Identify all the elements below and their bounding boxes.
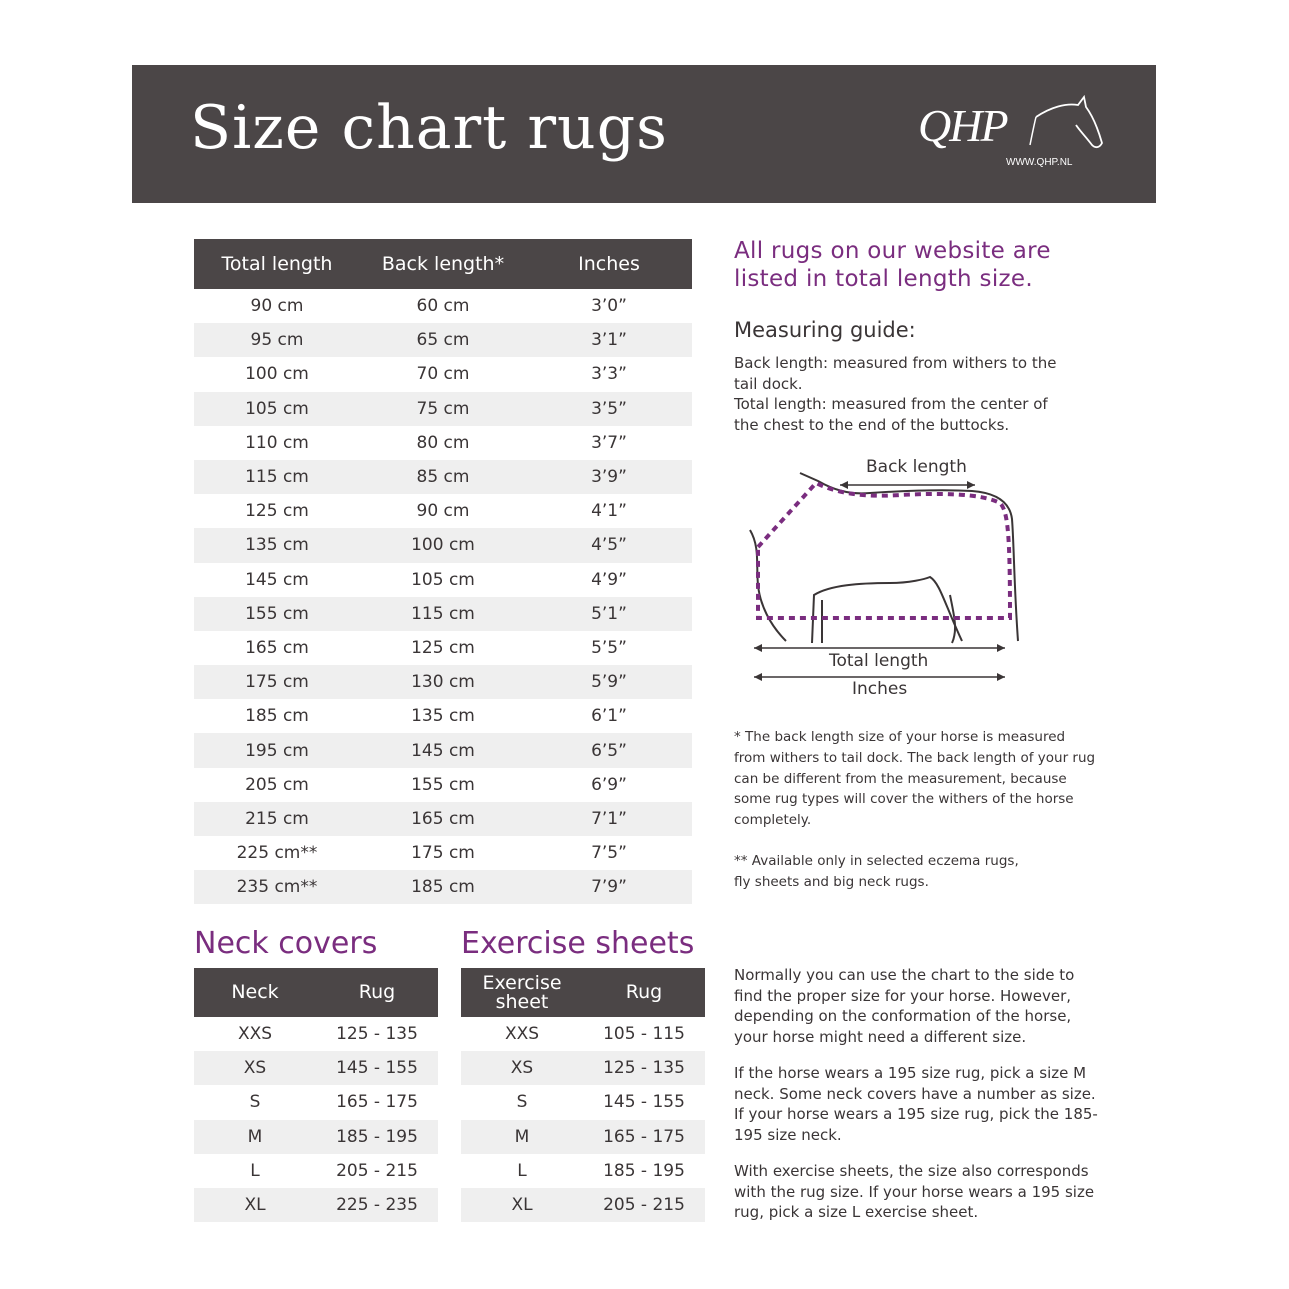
column-header: Back length* <box>360 239 526 289</box>
table-cell: 165 - 175 <box>583 1120 705 1154</box>
table-cell: 225 cm** <box>236 843 318 864</box>
text-line: fly sheets and big neck rugs. <box>734 873 929 890</box>
text-line: Normally you can use the chart to the side to <box>734 966 1075 984</box>
table-cell: 110 cm <box>245 432 309 453</box>
table-cell: 125 cm <box>411 637 475 658</box>
table-cell: XS <box>194 1051 316 1085</box>
table-row <box>461 1051 705 1085</box>
table-cell: 3’3” <box>591 364 627 385</box>
table-cell: 115 cm <box>360 597 526 631</box>
table-cell: 90 cm <box>250 296 304 317</box>
table-cell: 75 cm <box>360 392 526 426</box>
table-cell: 3’7” <box>591 432 627 453</box>
table-cell: 7’9” <box>526 870 692 904</box>
table-cell: 115 cm <box>194 460 360 494</box>
text-line: Total length: measured from the center of <box>734 395 1048 414</box>
table-row <box>194 870 692 904</box>
text-line: some rug types will cover the withers of the horse <box>734 791 1074 808</box>
table-cell: 3’1” <box>526 323 692 357</box>
table-row <box>194 1188 438 1222</box>
table-cell: 165 - 175 <box>336 1092 418 1113</box>
measuring-guide-text <box>734 353 1104 435</box>
table-cell: 7’1” <box>526 802 692 836</box>
text-line: Back length: measured from withers to the <box>734 354 1057 372</box>
table-row <box>194 1051 438 1085</box>
table-cell: 7’5” <box>591 843 627 864</box>
text-line: can be different from the measurement, because <box>734 770 1067 787</box>
text-line: depending on the conformation of the horse, <box>734 1007 1072 1026</box>
table-row <box>194 699 692 733</box>
page-title: Size chart rugs <box>190 93 668 163</box>
text-line: neck. Some neck covers have a number as size. <box>734 1084 1096 1103</box>
table-cell: 100 cm <box>360 528 526 562</box>
text-line: rug, pick a size L exercise sheet. <box>734 1203 979 1222</box>
table-row <box>194 426 692 460</box>
table-cell: 85 cm <box>360 460 526 494</box>
table-cell: M <box>194 1120 316 1154</box>
footnote-back-length <box>734 727 1104 831</box>
table-row <box>194 357 692 391</box>
table-cell: 90 cm <box>416 501 470 522</box>
text-line: the chest to the end of the buttocks. <box>734 415 1010 434</box>
table-cell: 95 cm <box>194 323 360 357</box>
table-cell: 3’5” <box>526 392 692 426</box>
table-row <box>194 631 692 665</box>
text-line: If your horse wears a 195 size rug, pick the 185- <box>734 1105 1098 1124</box>
table-header-row <box>194 968 438 1017</box>
table-cell: 80 cm <box>416 432 470 453</box>
table-row <box>461 1085 705 1119</box>
table-cell: 195 cm <box>194 733 360 767</box>
table-cell: 205 - 215 <box>583 1188 705 1222</box>
table-header-row <box>461 968 705 1017</box>
table-cell: 105 cm <box>411 569 475 590</box>
table-cell: 145 cm <box>245 569 309 590</box>
text-line: with the rug size. If your horse wears a 195 size <box>734 1182 1095 1201</box>
text-line: tail dock. <box>734 374 803 393</box>
table-row <box>461 1120 705 1154</box>
table-cell: S <box>249 1092 261 1113</box>
table-row <box>194 323 692 357</box>
table-cell: XS <box>461 1051 583 1085</box>
table-cell: 5’5” <box>591 637 627 658</box>
table-row <box>194 1154 438 1188</box>
neck-covers-title: Neck covers <box>194 926 378 961</box>
table-body <box>194 289 692 904</box>
table-cell: 235 cm** <box>194 870 360 904</box>
table-cell: 4’5” <box>526 528 692 562</box>
table-cell: 4’9” <box>591 569 627 590</box>
main-size-table <box>194 239 692 904</box>
table-row <box>194 768 692 802</box>
table-cell: XL <box>461 1188 583 1222</box>
table-cell: L <box>250 1160 260 1181</box>
table-row <box>194 836 692 870</box>
table-cell: 155 cm <box>411 774 475 795</box>
table-cell: 125 - 135 <box>336 1024 418 1045</box>
table-cell: 155 cm <box>194 597 360 631</box>
footnote-availability <box>734 851 1104 893</box>
logo-url: WWW.QHP.NL <box>1006 157 1073 168</box>
table-cell: 145 - 155 <box>603 1092 685 1113</box>
table-cell: 135 cm <box>411 706 475 727</box>
text-line: If the horse wears a 195 size rug, pick a size M <box>734 1064 1087 1082</box>
text-line: completely. <box>734 812 812 829</box>
table-cell: 105 cm <box>194 392 360 426</box>
table-cell: 125 - 135 <box>583 1051 705 1085</box>
text-line: find the proper size for your horse. However, <box>734 986 1072 1005</box>
text-line: With exercise sheets, the size also corresponds <box>734 1162 1089 1180</box>
table-cell: 3’9” <box>526 460 692 494</box>
text-line: * The back length size of your horse is measured <box>734 729 1066 745</box>
table-cell: XXS <box>504 1024 540 1045</box>
column-header: Inches <box>526 239 692 289</box>
header-banner <box>132 65 1156 203</box>
table-cell: 185 cm <box>360 870 526 904</box>
table-row <box>194 1017 438 1051</box>
table-cell: 185 - 195 <box>316 1120 438 1154</box>
table-row <box>194 563 692 597</box>
table-cell: 205 cm <box>245 774 309 795</box>
note-exercise-sheets <box>734 1161 1104 1223</box>
table-cell: 3’0” <box>591 296 627 317</box>
table-cell: 70 cm <box>416 364 470 385</box>
table-row <box>194 460 692 494</box>
table-cell: 5’1” <box>526 597 692 631</box>
table-cell: XXS <box>237 1024 273 1045</box>
table-cell: M <box>461 1120 583 1154</box>
total-length-label: Total length <box>829 651 929 671</box>
table-row <box>194 392 692 426</box>
horse-measurement-diagram <box>740 455 1040 705</box>
column-header: Neck <box>194 968 316 1017</box>
table-row <box>461 1017 705 1051</box>
table-row <box>461 1188 705 1222</box>
table-row <box>194 1120 438 1154</box>
table-cell: 165 cm <box>245 637 309 658</box>
column-header: Total length <box>194 239 360 289</box>
back-length-label: Back length <box>866 457 967 477</box>
exercise-sheets-title: Exercise sheets <box>461 926 695 961</box>
table-cell: 185 - 195 <box>603 1160 685 1181</box>
table-cell: 145 - 155 <box>316 1051 438 1085</box>
column-header: Exercise sheet <box>461 968 583 1017</box>
qhp-logo <box>918 95 1108 175</box>
table-row <box>194 494 692 528</box>
column-header: Rug <box>583 968 705 1017</box>
text-line: ** Available only in selected eczema rugs, <box>734 853 1019 869</box>
table-row <box>194 597 692 631</box>
table-body <box>194 1017 438 1222</box>
table-cell: 60 cm <box>416 296 470 317</box>
table-cell: 5’9” <box>526 665 692 699</box>
table-cell: S <box>516 1092 528 1113</box>
text-line: your horse might need a different size. <box>734 1027 1027 1046</box>
table-cell: 100 cm <box>245 364 309 385</box>
horse-head-icon <box>1006 95 1106 165</box>
column-header: Rug <box>316 968 438 1017</box>
table-row <box>194 1085 438 1119</box>
table-cell: XL <box>194 1188 316 1222</box>
table-row <box>461 1154 705 1188</box>
website-size-headline: All rugs on our website are listed in total length size. <box>734 238 1051 292</box>
table-cell: 130 cm <box>360 665 526 699</box>
table-cell: 65 cm <box>360 323 526 357</box>
note-chart-usage <box>734 965 1104 1047</box>
exercise-sheets-table <box>461 968 705 1222</box>
table-cell: 4’1” <box>591 501 627 522</box>
table-row <box>194 528 692 562</box>
table-cell: L <box>517 1160 527 1181</box>
text-line: from withers to tail dock. The back length of your rug <box>734 749 1096 766</box>
table-row <box>194 802 692 836</box>
text-line: 195 size neck. <box>734 1125 842 1144</box>
table-cell: 225 - 235 <box>316 1188 438 1222</box>
table-cell: 175 cm <box>411 843 475 864</box>
note-neck-covers <box>734 1063 1104 1145</box>
logo-text: QHP <box>918 100 1007 151</box>
table-cell: 215 cm <box>194 802 360 836</box>
table-body <box>461 1017 705 1222</box>
neck-covers-table <box>194 968 438 1222</box>
table-cell: 6’5” <box>526 733 692 767</box>
table-cell: 135 cm <box>194 528 360 562</box>
measuring-guide-title: Measuring guide: <box>734 318 916 342</box>
table-row <box>194 665 692 699</box>
table-row <box>194 289 692 323</box>
table-row <box>194 733 692 767</box>
table-cell: 205 - 215 <box>336 1160 418 1181</box>
table-header-row <box>194 239 692 289</box>
table-cell: 145 cm <box>360 733 526 767</box>
table-cell: 125 cm <box>245 501 309 522</box>
inches-label: Inches <box>852 679 908 699</box>
table-cell: 185 cm <box>245 706 309 727</box>
table-cell: 6’1” <box>591 706 627 727</box>
table-cell: 165 cm <box>360 802 526 836</box>
table-cell: 175 cm <box>194 665 360 699</box>
table-cell: 105 - 115 <box>603 1024 685 1045</box>
table-cell: 6’9” <box>591 774 627 795</box>
